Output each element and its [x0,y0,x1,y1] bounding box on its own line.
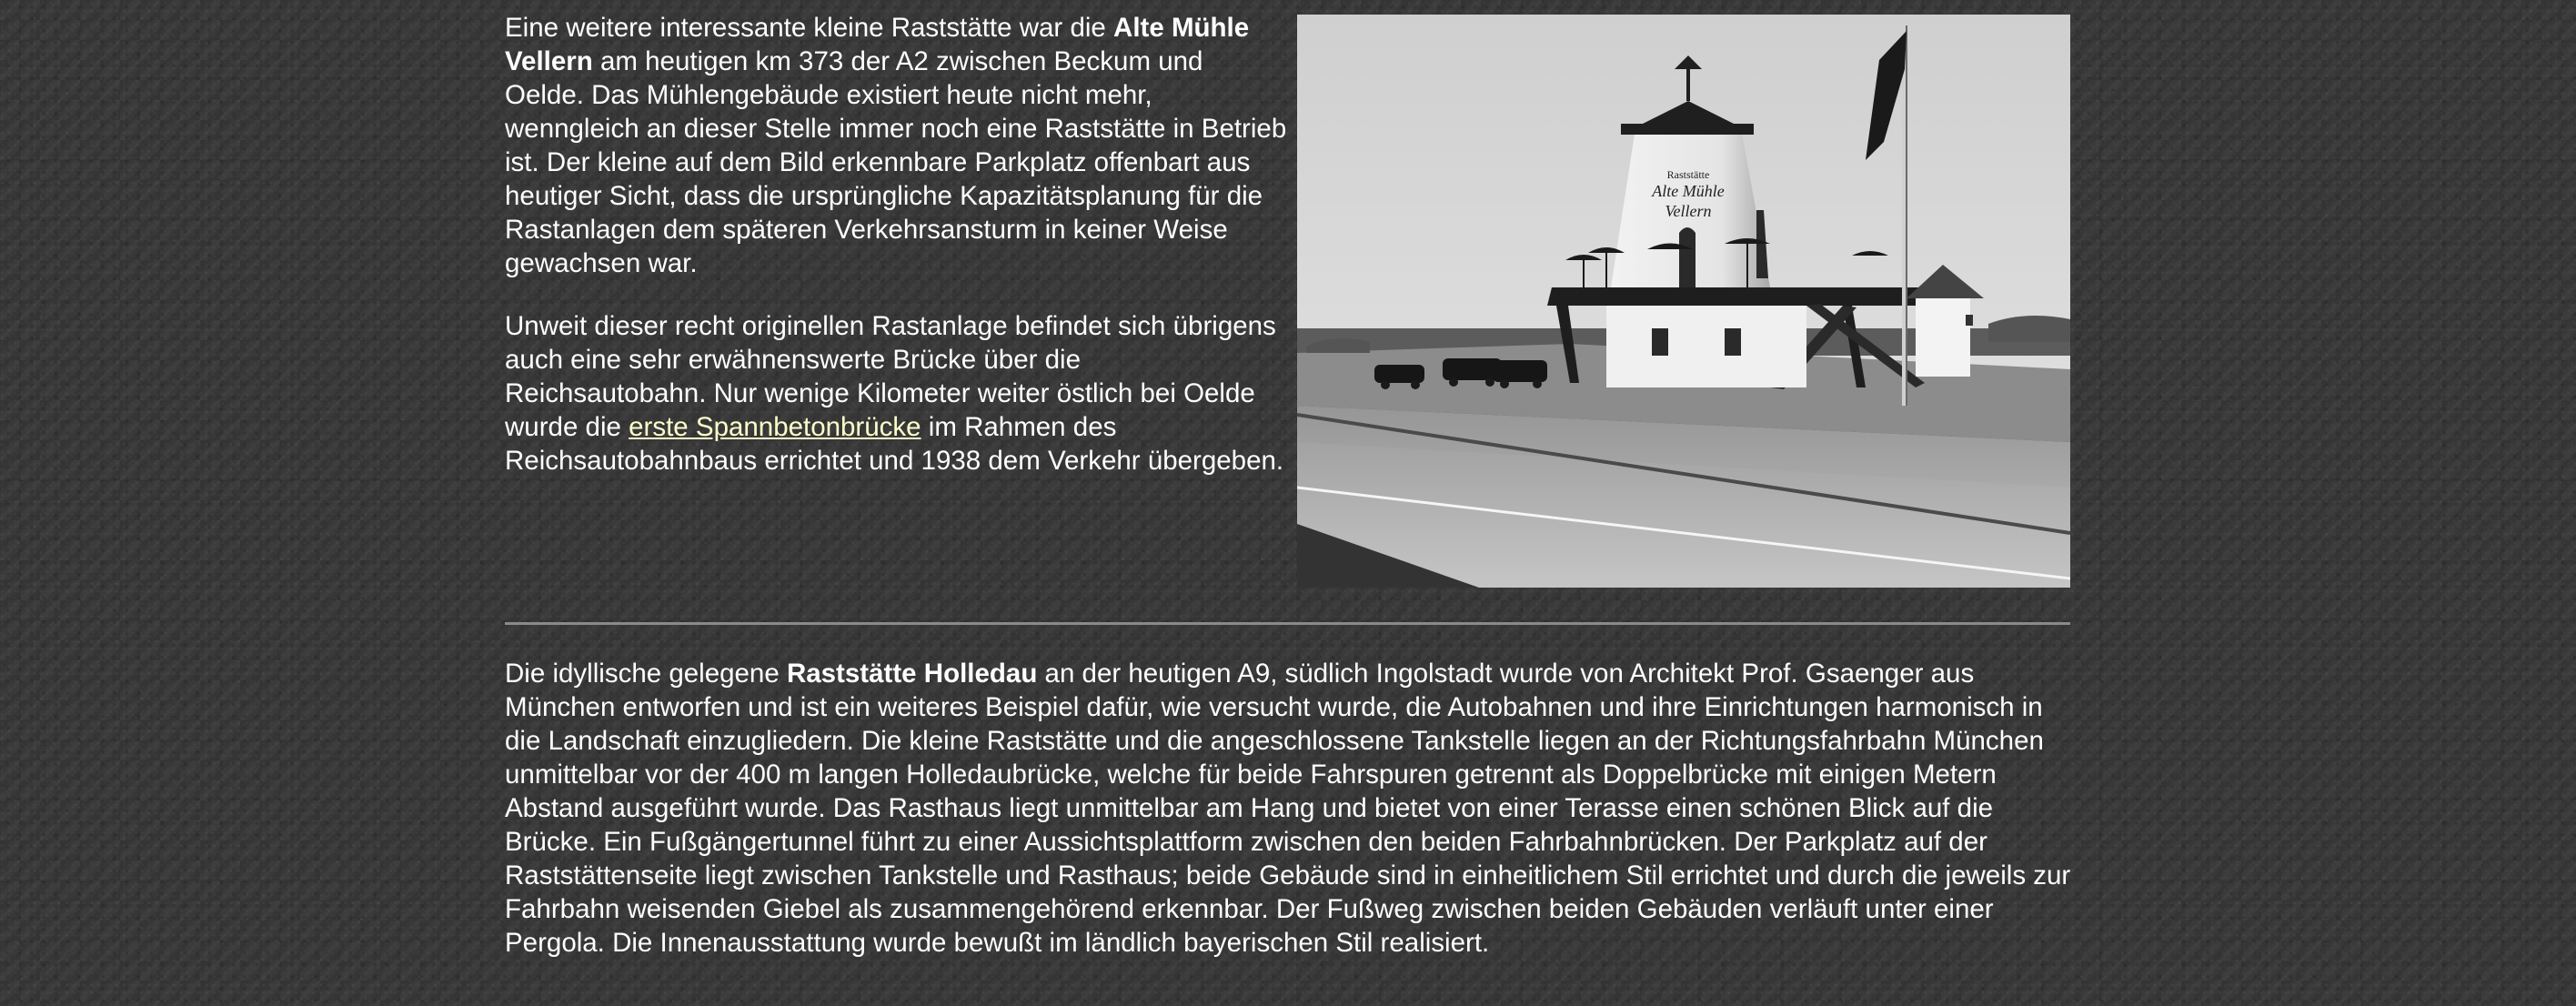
paragraph-muehle-intro: Eine weitere interessante kleine Raststätte war die Alte Mühle Vellern am heutigen km 373 der A2 zwischen Beckum und Oelde. Das Mühlengebäude existiert heute nicht mehr, wenngleich an dieser Stelle immer noch eine Raststätte in Betrieb ist. Der kleine auf dem Bild erkennbare Parkplatz offenbart aus heutiger Sicht, dass die ursprüngliche Kapazitätsplanung für die Rastanlagen dem späteren Verkehrsansturm in keiner Weise gewachsen war. [505,13,1287,278]
section-divider [505,622,2070,625]
photo-illustration [1297,15,2070,588]
sign-line-3: Vellern [1665,202,1712,220]
section-alte-muehle [505,11,2069,593]
section-raststaette-holledau [505,657,2074,960]
paragraph-spannbetonbruecke: Unweit dieser recht originellen Rastanlage befindet sich übrigens auch eine sehr erwähnenswerte Brücke über die Reichsautobahn. Nur wenige Kilometer weiter östlich bei Oelde wurde die erste Spannbetonbrücke im Rahmen des Reichsautobahnbaus errichtet und 1938 dem Verkehr übergeben. [505,311,1284,476]
sign-line-1: Raststätte [1666,168,1710,181]
text-column [505,11,1287,507]
link-erste-spannbetonbruecke[interactable]: erste Spannbetonbrücke [629,412,921,442]
sign-line-2: Alte Mühle [1652,182,1725,200]
bold-raststaette-holledau: Raststätte Holledau [786,659,1038,689]
photo-alte-muehle-vellern [1297,15,2070,588]
paragraph-holledau: Die idyllische gelegene Raststätte Holledau an der heutigen A9, südlich Ingolstadt wurde von Architekt Prof. Gsaenger aus München entworfen und ist ein weiteres Beispiel dafür, wie versucht wurde, die Autobahnen und ihre Einrichtungen harmonisch in die Landschaft einzugliedern. Die kleine Raststätte und die angeschlossene Tankstelle liegen an der Richtungsfahrbahn München unmittelbar vor der 400 m langen Holledaubrücke, welche für beide Fahrspuren getrennt als Doppelbrücke mit einigen Metern Abstand ausgeführt wurde. Das Rasthaus liegt unmittelbar am Hang und bietet von einer Terasse einen schönen Blick auf die Brücke. Ein Fußgängertunnel führt zu einer Aussichtsplattform zwischen den beiden Fahrbahnbrücken. Der Parkplatz auf der Raststättenseite liegt zwischen Tankstelle und Rasthaus; beide Gebäude sind in einheitlichem Stil errichtet und durch die jeweils zur Fahrbahn weisenden Giebel als zusammengehörend erkennbar. Der Fußweg zwischen beiden Gebäuden verläuft unter einer Pergola. Die Innenausstattung wurde bewußt im ländlich bayerischen Stil realisiert. [505,659,2071,958]
bold-alte-muehle-vellern: Alte Mühle Vellern [505,13,1250,76]
